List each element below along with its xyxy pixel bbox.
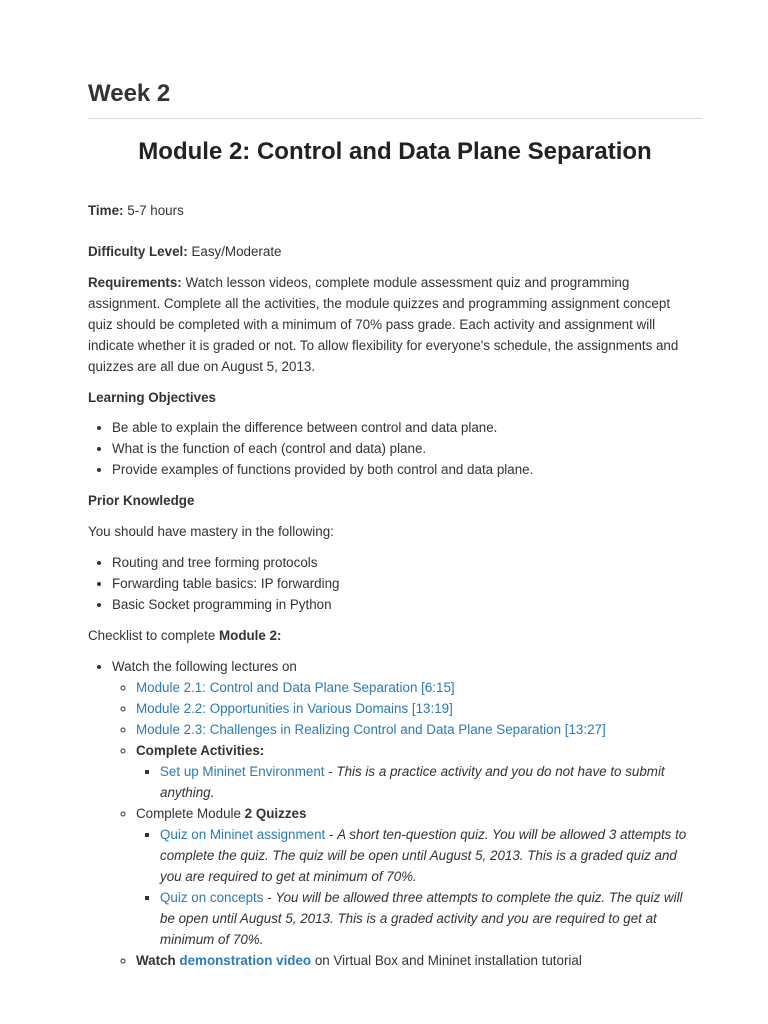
difficulty-value: Easy/Moderate <box>187 244 282 259</box>
activity-link-mininet-setup[interactable]: Set up Mininet Environment <box>160 764 325 779</box>
lecture-link-2-1[interactable]: Module 2.1: Control and Data Plane Separation [6:15] <box>136 680 455 695</box>
checklist-intro-bold: Module 2: <box>218 628 282 643</box>
activities-label: Complete Activities: <box>136 743 265 758</box>
quizzes-list <box>136 824 698 950</box>
learning-objectives-list <box>88 417 698 480</box>
list-item: • Basic Socket programming in Python <box>112 594 698 615</box>
activities-list <box>136 761 698 803</box>
list-item <box>136 698 698 719</box>
difficulty-label: Difficulty Level: <box>88 244 188 259</box>
list-item <box>136 677 698 698</box>
quiz-link-concepts[interactable]: Quiz on concepts <box>160 890 264 905</box>
prior-knowledge-heading: Prior Knowledge <box>88 493 195 508</box>
quiz1-separator: - <box>325 827 338 842</box>
time-value: 5-7 hours <box>123 203 184 218</box>
watch-rest: on Virtual Box and Mininet installation tutorial <box>311 953 582 968</box>
list-item <box>160 761 698 803</box>
list-item: • Be able to explain the difference between control and data plane. <box>112 417 698 438</box>
divider <box>88 118 702 119</box>
list-item <box>136 719 698 740</box>
module-title-text: Module 2: Control and Data Plane Separation <box>138 138 652 165</box>
list-item: • Forwarding table basics: IP forwarding <box>112 573 698 594</box>
list-item <box>136 803 698 950</box>
quiz2-description: You will be allowed three attempts to complete the quiz. The quiz will be open until August 5, 2013. This is a graded activity and you are required to get at minimum of 70%. <box>160 890 683 947</box>
requirements-label: Requirements: <box>88 275 182 290</box>
time-line <box>88 200 698 221</box>
list-item: • Routing and tree forming protocols <box>112 552 698 573</box>
activity-separator: - <box>324 764 337 779</box>
watch-label: Watch <box>136 953 180 968</box>
checklist-intro <box>88 625 698 646</box>
lecture-link-2-2[interactable]: Module 2.2: Opportunities in Various Domains [13:19] <box>136 701 453 716</box>
module-content <box>88 200 698 971</box>
learning-objectives-heading: Learning Objectives <box>88 390 216 405</box>
demonstration-video-link[interactable]: demonstration video <box>179 953 312 968</box>
list-item <box>136 950 698 971</box>
lectures-list <box>112 677 698 971</box>
checklist-item-lectures <box>112 656 698 971</box>
checklist-intro-text: Checklist to complete <box>88 628 219 643</box>
quiz2-separator: - <box>263 890 276 905</box>
quiz1-description: A short ten-question quiz. You will be allowed 3 attempts to complete the quiz. The quiz will be open until August 5, 2013. This is a graded quiz and you are required to get at minimum of 70%. <box>160 827 687 884</box>
lectures-label: Watch the following lectures on <box>112 659 297 674</box>
quiz-link-mininet[interactable]: Quiz on Mininet assignment <box>160 827 326 842</box>
activity-description: This is a practice activity and you do not have to submit anything. <box>160 764 665 800</box>
requirements-text: Watch lesson videos, complete module assessment quiz and programming assignment. Complete all the activities, the module quizzes and programming assignment concept quiz should be completed with a minimum of 70% pass grade. Each activity and assignment will indicate whether it is graded or not. To allow flexibility for everyone's schedule, the assignments and quizzes are all due on August 5, 2013. <box>88 275 679 374</box>
module-title <box>88 138 702 166</box>
prior-knowledge-list <box>88 552 698 615</box>
list-item: • What is the function of each (control and data) plane. <box>112 438 698 459</box>
prior-knowledge-intro: You should have mastery in the following: <box>88 524 334 539</box>
lecture-link-2-3[interactable]: Module 2.3: Challenges in Realizing Control and Data Plane Separation [13:27] <box>136 722 606 737</box>
list-item <box>160 824 698 887</box>
list-item <box>136 740 698 803</box>
requirements-paragraph <box>88 272 698 377</box>
week-title: Week 2 <box>88 80 171 107</box>
quizzes-label-bold: 2 Quizzes <box>244 806 307 821</box>
quizzes-label: Complete Module <box>136 806 245 821</box>
list-item <box>160 887 698 950</box>
time-label: Time: <box>88 203 124 218</box>
list-item: • Provide examples of functions provided by both control and data plane. <box>112 459 698 480</box>
checklist-list <box>88 656 698 971</box>
difficulty-line <box>88 241 698 262</box>
